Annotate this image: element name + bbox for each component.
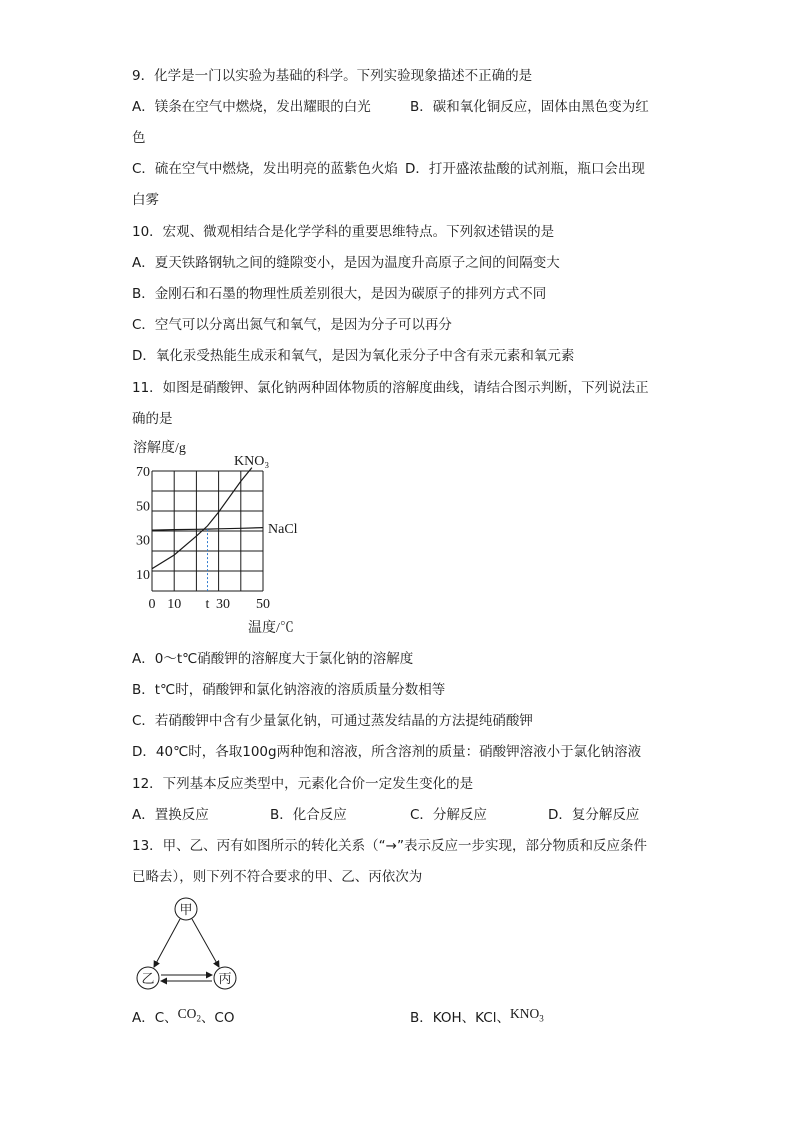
q11-stem: 11．如图是硝酸钾、氯化钠两种固体物质的溶解度曲线，请结合图示判断，下列说法正 <box>132 380 649 396</box>
q12-option-b: B．化合反应 <box>270 807 347 823</box>
x-tick-label: 50 <box>256 597 270 612</box>
x-tick-label: t <box>205 597 210 612</box>
series-label-nacl: NaCl <box>268 522 298 538</box>
q9-stem: 9．化学是一门以实验为基础的科学。下列实验现象描述不正确的是 <box>132 68 533 84</box>
y-tick-label: 10 <box>136 567 150 583</box>
q12-stem: 12．下列基本反应类型中，元素化合价一定发生变化的是 <box>132 776 474 792</box>
node-jia-label: 甲 <box>179 902 193 917</box>
co2-formula: CO <box>177 1006 197 1021</box>
q9-option-d: D．打开盛浓盐酸的试剂瓶，瓶口会出现 <box>405 161 645 177</box>
q9-option-a: A．镁条在空气中燃烧，发出耀眼的白光 <box>132 99 371 115</box>
q11-stem-cont: 确的是 <box>132 411 173 427</box>
co2-subscript: 2 <box>196 1013 201 1024</box>
solubility-chart <box>120 432 320 640</box>
q10-option-c: C．空气可以分离出氮气和氧气，是因为分子可以再分 <box>132 317 452 333</box>
q10-option-d: D．氧化汞受热能生成汞和氧气，是因为氧化汞分子中含有汞元素和氧元素 <box>132 348 575 364</box>
y-tick-label: 30 <box>136 533 150 549</box>
q9-option-d-cont: 白雾 <box>132 192 159 208</box>
x-axis-label: 温度/℃ <box>248 621 294 636</box>
y-tick-label: 50 <box>136 499 150 515</box>
q13-option-a <box>132 1006 235 1032</box>
q11-option-b: B．t℃时，硝酸钾和氯化钠溶液的溶质质量分数相等 <box>132 682 446 698</box>
q9-option-b-cont: 色 <box>132 130 146 146</box>
q12-option-c: C．分解反应 <box>410 807 487 823</box>
q13-stem-cont: 已略去），则下列不符合要求的甲、乙、丙依次为 <box>132 869 423 885</box>
kno3-formula: KNO <box>509 1006 540 1021</box>
x-tick-label: 0 <box>148 597 156 612</box>
node-yi-label: 乙 <box>141 971 155 986</box>
node-bing-label: 丙 <box>218 971 232 986</box>
q12-option-a: A．置换反应 <box>132 807 209 823</box>
kno3-subscript: 3 <box>539 1013 544 1024</box>
q13-stem: 13．甲、乙、丙有如图所示的转化关系（“→”表示反应一步实现，部分物质和反应条件 <box>132 838 647 854</box>
series-line-kno3 <box>152 468 252 569</box>
q9-option-b: B．碳和氧化铜反应，固体由黑色变为红 <box>410 99 649 115</box>
q10-stem: 10．宏观、微观相结合是化学学科的重要思维特点。下列叙述错误的是 <box>132 224 555 240</box>
arrow-jia-to-yi <box>154 919 180 967</box>
q9-option-c: C．硫在空气中燃烧，发出明亮的蓝紫色火焰 <box>132 161 398 177</box>
q13-option-b-prefix: B．KOH、KCl、 <box>410 1010 510 1026</box>
q13-option-b <box>410 1006 544 1032</box>
x-tick-label: 10 <box>167 597 182 612</box>
x-tick-label: 30 <box>216 597 231 612</box>
y-tick-label: 70 <box>136 465 150 480</box>
q12-option-d: D．复分解反应 <box>548 807 640 823</box>
arrow-jia-to-bing <box>192 919 219 967</box>
transformation-diagram <box>128 894 248 998</box>
q13-option-a-prefix: A．C、 <box>132 1010 178 1026</box>
q11-option-c: C．若硝酸钾中含有少量氯化钠，可通过蒸发结晶的方法提纯硝酸钾 <box>132 713 533 729</box>
series-label-kno3: KNO₃ <box>234 454 270 469</box>
q13-option-a-suffix: 、CO <box>200 1010 235 1026</box>
q11-option-d: D．40℃时，各取100g两种饱和溶液，所含溶剂的质量：硝酸钾溶液小于氯化钠溶液 <box>132 744 642 760</box>
q11-option-a: A．0～t℃硝酸钾的溶解度大于氯化钠的溶解度 <box>132 651 414 667</box>
q10-option-b: B．金刚石和石墨的物理性质差别很大，是因为碳原子的排列方式不同 <box>132 286 547 302</box>
y-axis-label: 溶解度/g <box>133 441 186 456</box>
q10-option-a: A．夏天铁路钢轨之间的缝隙变小，是因为温度升高原子之间的间隔变大 <box>132 255 560 271</box>
